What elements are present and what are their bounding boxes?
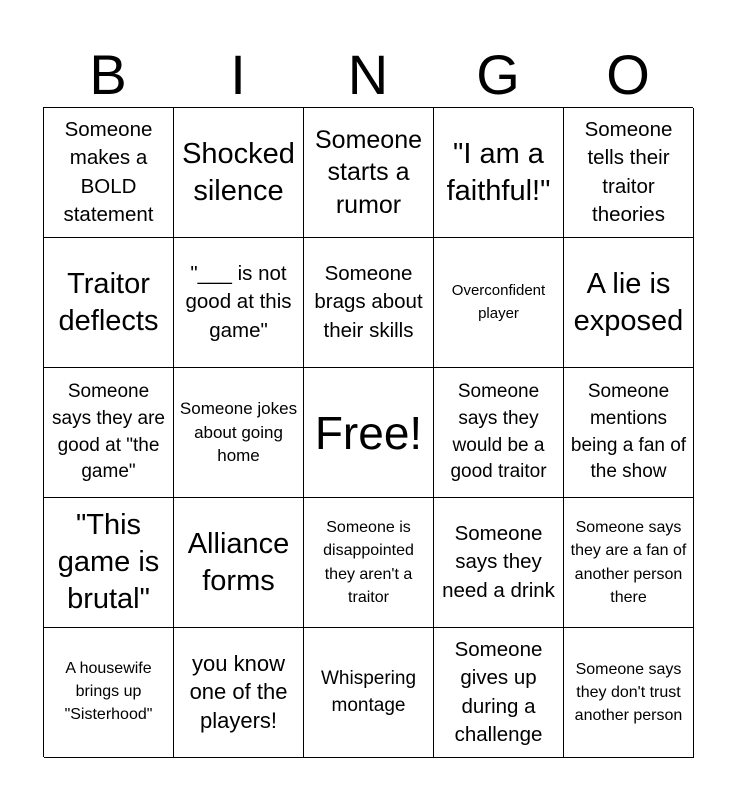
bingo-cell[interactable] [304, 238, 434, 368]
cell-text: Someone says they are good at "the game" [52, 381, 165, 483]
cell-text: A lie is exposed [573, 267, 684, 337]
header-letter-g: G [476, 43, 520, 106]
bingo-cell[interactable] [44, 628, 174, 758]
cell-text: "This game is brutal" [57, 509, 160, 615]
cell-text: Someone mentions being a fan of the show [570, 381, 687, 483]
bingo-cell[interactable] [434, 368, 564, 498]
bingo-cell[interactable] [44, 498, 174, 628]
bingo-cell[interactable] [174, 108, 304, 238]
bingo-cell[interactable] [434, 628, 564, 758]
bingo-cell[interactable] [304, 108, 434, 238]
cell-text: Someone gives up during a challenge [454, 637, 543, 746]
cell-text: Someone starts a rumor [314, 125, 423, 219]
cell-text: "___ is not good at this game" [185, 262, 292, 342]
bingo-cell[interactable] [434, 238, 564, 368]
cell-text: Someone tells their traitor theories [584, 117, 673, 226]
bingo-cell[interactable] [174, 498, 304, 628]
bingo-cell[interactable] [564, 628, 694, 758]
cell-text: Alliance forms [187, 527, 290, 597]
cell-text: Someone is disappointed they aren't a traitor [323, 519, 414, 606]
free-space-label: Free! [314, 406, 423, 459]
cell-text: Someone makes a BOLD statement [63, 117, 154, 226]
bingo-cell[interactable] [174, 368, 304, 498]
header-letter-b: B [89, 43, 127, 106]
bingo-cell[interactable] [44, 368, 174, 498]
header-letter-n: N [347, 43, 389, 106]
bingo-cell[interactable] [304, 498, 434, 628]
bingo-cell[interactable] [304, 628, 434, 758]
cell-text: "I am a faithful!" [446, 137, 551, 207]
bingo-cell[interactable] [564, 368, 694, 498]
cell-text: Whispering montage [320, 667, 417, 716]
cell-text: A housewife brings up "Sisterhood" [64, 660, 153, 723]
bingo-cell[interactable] [564, 108, 694, 238]
cell-text: you know one of the players! [189, 651, 288, 733]
bingo-cell[interactable] [174, 628, 304, 758]
cell-text: Someone jokes about going home [179, 398, 298, 466]
bingo-cell[interactable] [564, 498, 694, 628]
cell-text: Overconfident player [451, 282, 546, 322]
header-letter-i: I [230, 43, 246, 106]
bingo-header [43, 44, 693, 106]
free-space[interactable] [304, 368, 434, 498]
bingo-cell[interactable] [564, 238, 694, 368]
cell-text: Someone says they don't trust another person [574, 660, 683, 725]
cell-text: Someone says they need a drink [442, 522, 555, 602]
bingo-cell[interactable] [434, 108, 564, 238]
cell-text: Traitor deflects [58, 267, 159, 337]
header-letter-o: O [606, 43, 650, 106]
bingo-cell[interactable] [434, 498, 564, 628]
bingo-cell[interactable] [174, 238, 304, 368]
cell-text: Someone brags about their skills [314, 262, 423, 342]
cell-text: Shocked silence [182, 137, 295, 207]
cell-text: Someone says they are a fan of another person there [570, 519, 687, 606]
bingo-board [43, 107, 693, 757]
cell-text: Someone says they would be a good traitor [450, 381, 547, 483]
bingo-cell[interactable] [44, 108, 174, 238]
bingo-cell[interactable] [44, 238, 174, 368]
